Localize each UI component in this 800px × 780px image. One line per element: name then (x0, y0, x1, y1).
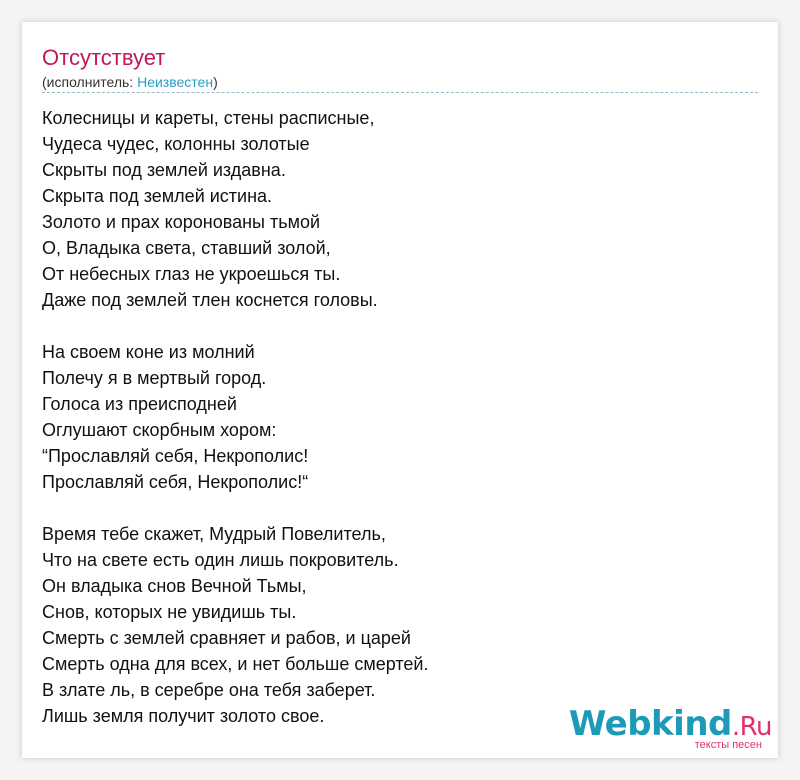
lyrics-line: Что на свете есть один лишь покровитель. (42, 550, 399, 570)
lyrics-stanza (42, 105, 758, 313)
lyrics-line: “Прославляй себя, Некрополис! (42, 446, 309, 466)
lyrics-line: Чудеса чудес, колонны золотые (42, 134, 310, 154)
lyrics-line: Колесницы и кареты, стены расписные, (42, 108, 375, 128)
lyrics-line: Он владыка снов Вечной Тьмы, (42, 576, 307, 596)
lyrics-line: На своем коне из молний (42, 342, 255, 362)
artist-prefix: (исполнитель: (42, 74, 138, 90)
title-divider (42, 92, 758, 93)
lyrics-line: Золото и прах коронованы тьмой (42, 212, 321, 232)
logo-main-text: Webkind (568, 704, 732, 744)
lyrics-stanza (42, 521, 758, 729)
logo-tagline: тексты песен (694, 739, 762, 751)
lyrics-line: В злате ль, в серебре она тебя заберет. (42, 680, 376, 700)
lyrics-line: Даже под землей тлен коснется головы. (42, 290, 378, 310)
artist-link[interactable]: Неизвестен (137, 74, 214, 90)
lyrics-card (22, 22, 778, 758)
lyrics-line: Скрыта под землей истина. (42, 186, 273, 206)
logo-tld: .Ru (731, 712, 772, 742)
lyrics-line: Прославляй себя, Некрополис!“ (42, 472, 309, 492)
lyrics-line: Лишь земля получит золото свое. (42, 706, 325, 726)
song-title: Отсутствует (42, 45, 166, 70)
lyrics-line: Голоса из преисподней (42, 394, 237, 414)
webkind-logo[interactable] (568, 704, 772, 751)
artist-suffix: ) (213, 74, 218, 90)
artist-line (42, 74, 218, 90)
lyrics-line: От небесных глаз не укроешься ты. (42, 264, 341, 284)
lyrics-text (42, 105, 758, 755)
lyrics-line: Время тебе скажет, Мудрый Повелитель, (42, 524, 386, 544)
lyrics-line: Смерть одна для всех, и нет больше смертей. (42, 654, 429, 674)
lyrics-stanza (42, 339, 758, 495)
lyrics-line: Смерть с землей сравняет и рабов, и царей (42, 628, 411, 648)
lyrics-line: Скрыты под землей издавна. (42, 160, 286, 180)
lyrics-line: Полечу я в мертвый город. (42, 368, 267, 388)
lyrics-line: Снов, которых не увидишь ты. (42, 602, 297, 622)
lyrics-line: Оглушают скорбным хором: (42, 420, 277, 440)
lyrics-line: О, Владыка света, ставший золой, (42, 238, 331, 258)
